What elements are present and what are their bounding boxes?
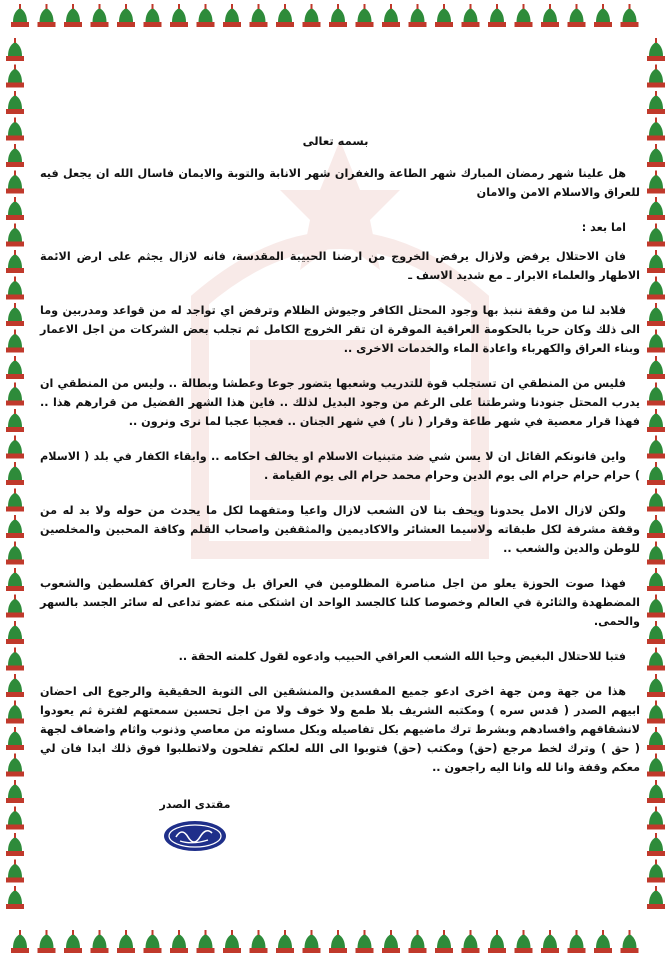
mosque-dome-icon [91, 4, 109, 27]
mosque-dome-icon [6, 648, 24, 671]
mosque-dome-icon [621, 930, 639, 953]
mosque-dome-icon [647, 568, 665, 591]
mosque-dome-icon [541, 4, 559, 27]
mosque-dome-icon [250, 930, 268, 953]
mosque-dome-icon [568, 930, 586, 953]
mosque-dome-icon [462, 4, 480, 27]
mosque-dome-icon [6, 65, 24, 88]
mosque-dome-icon [6, 171, 24, 194]
mosque-dome-icon [6, 303, 24, 326]
mosque-dome-icon [6, 462, 24, 485]
mosque-dome-icon [515, 930, 533, 953]
mosque-dome-icon [647, 727, 665, 750]
mosque-dome-icon [38, 4, 56, 27]
mosque-dome-icon [647, 383, 665, 406]
mosque-dome-icon [197, 4, 215, 27]
mosque-dome-icon [647, 833, 665, 856]
mosque-dome-icon [594, 4, 612, 27]
mosque-dome-icon [276, 4, 294, 27]
mosque-dome-icon [6, 542, 24, 565]
mosque-dome-icon [647, 489, 665, 512]
mosque-dome-icon [647, 701, 665, 724]
paragraph-hawza: فهذا صوت الحوزة يعلو من اجل مناصرة المظلومين في العراق بل وخارج العراق كفلسطين والشعوب المضطهدة والثائرة في العالم وخصوصا كلنا كالجسد الواحد ان اشتكى منه عضو تداعى له سائر الجسد بالسهر والحمى. [40, 577, 640, 628]
mosque-dome-icon [356, 4, 374, 27]
mosque-dome-icon [647, 780, 665, 803]
mosque-dome-icon [6, 197, 24, 220]
mosque-dome-icon [144, 4, 162, 27]
mosque-dome-icon [6, 860, 24, 883]
mosque-dome-icon [647, 648, 665, 671]
mosque-dome-icon [6, 833, 24, 856]
mosque-dome-icon [223, 930, 241, 953]
mosque-dome-icon [647, 91, 665, 114]
bottom-border-decoration [0, 926, 671, 956]
mosque-dome-icon [409, 4, 427, 27]
mosque-dome-icon [6, 383, 24, 406]
mosque-dome-icon [382, 930, 400, 953]
mosque-dome-icon [6, 595, 24, 618]
paragraph-condemn: فتبا للاحتلال البغيض وحيا الله الشعب العراقي الحبيب وادعوه لقول كلمته الحقة .. [178, 650, 626, 663]
mosque-dome-icon [250, 4, 268, 27]
mosque-dome-icon [303, 930, 321, 953]
mosque-dome-icon [117, 4, 135, 27]
mosque-dome-icon [6, 754, 24, 777]
mosque-dome-icon [647, 754, 665, 777]
mosque-dome-icon [488, 4, 506, 27]
letter-body [40, 164, 640, 793]
mosque-dome-icon [6, 489, 24, 512]
mosque-dome-icon [409, 930, 427, 953]
mosque-dome-icon [6, 780, 24, 803]
mosque-dome-icon [6, 621, 24, 644]
paragraph-hope: ولكن لازال الامل يحدونا ويحف بنا لان الشعب لازال واعيا ومتفهما لكل ما يحدث من حوله ولا بد له من وقفة مشرفة لكل طبقاته ولاسيما العشائر والاكاديمين والمثقفين واصحاب القلم وكافة المحبين والمخلصين للوطن والدين والشعب .. [40, 504, 640, 555]
mosque-dome-icon [144, 930, 162, 953]
mosque-dome-icon [170, 4, 188, 27]
mosque-dome-icon [647, 224, 665, 247]
mosque-dome-icon [6, 330, 24, 353]
mosque-dome-icon [647, 886, 665, 909]
mosque-dome-icon [6, 807, 24, 830]
basmala-heading: بسمه تعالى [302, 134, 369, 148]
paragraph-greeting: هل علينا شهر رمضان المبارك شهر الطاعة والغفران شهر الانابة والتوبة والايمان فاسال الله ان يجعل فيه للعراق والاسلام الامن والامان [40, 167, 640, 199]
mosque-dome-icon [647, 356, 665, 379]
mosque-dome-icon [647, 621, 665, 644]
mosque-dome-icon [64, 4, 82, 27]
mosque-dome-icon [435, 930, 453, 953]
mosque-dome-icon [647, 542, 665, 565]
mosque-dome-icon [382, 4, 400, 27]
mosque-dome-icon [6, 701, 24, 724]
mosque-dome-icon [38, 930, 56, 953]
mosque-dome-icon [197, 930, 215, 953]
mosque-dome-icon [647, 197, 665, 220]
mosque-dome-icon [647, 303, 665, 326]
mosque-dome-icon [6, 356, 24, 379]
mosque-dome-icon [515, 4, 533, 27]
paragraph-law: واين قانونكم القائل ان لا يسن شي ضد متبنيات الاسلام او يخالف احكامه .. وابقاء الكفار في بلد ( الاسلام ) حرام حرام حرام الى يوم الدين وحرام محمد حرام الى يوم القيامة . [40, 450, 640, 482]
mosque-dome-icon [6, 727, 24, 750]
paragraph-logic: فليس من المنطقي ان تستجلب قوة للتدريب وشعبها يتضور جوعا وعطشا وبطالة .. وليس من المنطقي ان يدرب المحتل جنودنا وشرطتنا على الرغم من وجود البديل لذلك .. فاين هذا الشهر الفضيل من قرارهم هذا .. فهذا قرار معصية في شهر طاعة وقرار ( نار ) في شهر الجنان .. فعجبا عجبا لما نرى ونرون .. [40, 377, 640, 428]
mosque-dome-icon [647, 277, 665, 300]
mosque-dome-icon [117, 930, 135, 953]
mosque-dome-icon [647, 38, 665, 61]
mosque-dome-icon [462, 930, 480, 953]
mosque-dome-icon [647, 250, 665, 273]
mosque-dome-icon [6, 436, 24, 459]
mosque-dome-icon [6, 515, 24, 538]
signature-seal-icon [162, 819, 228, 853]
mosque-dome-icon [223, 4, 241, 27]
top-border-decoration [0, 0, 671, 30]
mosque-dome-icon [6, 91, 24, 114]
mosque-dome-icon [329, 930, 347, 953]
mosque-dome-icon [647, 674, 665, 697]
mosque-dome-icon [621, 4, 639, 27]
mosque-dome-icon [6, 224, 24, 247]
mosque-dome-icon [647, 515, 665, 538]
paragraph-repentance: هذا من جهة ومن جهة اخرى ادعو جميع المفسدين والمنشقين الى التوبة الحقيقية والرجوع الى احضان ابيهم الصدر ( قدس سره ) ومكتبه الشريف بلا طمع ولا خوف ولا من اجل تحسين سمعتهم لفترة ثم يعودوا لانشقاقهم وافسادهم وبشرط ترك ماضيهم بكل تفاصيله وبكل مساوئه من معاصي وذنوب واثام واضعاف لجهة ( حق ) وترك لخط مرجع (حق) ومكتب (حق) فتوبوا الى الله لعلكم تفلحون ولاتطلبوا فوق ذلك ابدا فان لي معكم وقفة وانا لله وانا اليه راجعون .. [40, 685, 640, 774]
mosque-dome-icon [329, 4, 347, 27]
mosque-dome-icon [6, 38, 24, 61]
mosque-dome-icon [435, 4, 453, 27]
mosque-dome-icon [647, 462, 665, 485]
mosque-dome-icon [276, 930, 294, 953]
mosque-dome-icon [647, 436, 665, 459]
mosque-dome-icon [6, 250, 24, 273]
mosque-dome-icon [91, 930, 109, 953]
mosque-dome-icon [647, 860, 665, 883]
signature-block [150, 798, 240, 853]
paragraph-stand: فلابد لنا من وقفة ننبذ بها وجود المحتل الكافر وجيوش الظلام وترفض اي تواجد له من قواعد ومدربين وما الى ذلك وكان حريا بالحكومة العراقية الموقرة ان تقر الخروج الكامل ثم تجلب بعض الشركات من اجل الاعمار وبناء العراق والكهرباء واعادة الماء والخدمات الاخرى .. [40, 304, 640, 355]
mosque-dome-icon [6, 568, 24, 591]
mosque-dome-icon [356, 930, 374, 953]
signature-name: مقتدى الصدر [159, 798, 231, 811]
paragraph-amma-baad: اما بعد : [581, 221, 626, 234]
mosque-dome-icon [303, 4, 321, 27]
mosque-dome-icon [6, 277, 24, 300]
mosque-dome-icon [594, 930, 612, 953]
mosque-dome-icon [170, 930, 188, 953]
mosque-dome-icon [6, 409, 24, 432]
mosque-dome-icon [488, 930, 506, 953]
mosque-dome-icon [647, 171, 665, 194]
mosque-dome-icon [647, 807, 665, 830]
mosque-dome-icon [6, 674, 24, 697]
mosque-dome-icon [568, 4, 586, 27]
mosque-dome-icon [541, 930, 559, 953]
mosque-dome-icon [6, 886, 24, 909]
mosque-dome-icon [647, 409, 665, 432]
paragraph-occupation: فان الاحتلال يرفض ولازال يرفض الخروج من ارضنا الحبيبة المقدسة، فانه لازال يجثم على ارض الائمة الاطهار والعلماء الابرار ـ مع شديد الاسف ـ [40, 250, 640, 282]
mosque-dome-icon [647, 65, 665, 88]
mosque-dome-icon [647, 595, 665, 618]
mosque-dome-icon [64, 930, 82, 953]
mosque-dome-icon [647, 330, 665, 353]
